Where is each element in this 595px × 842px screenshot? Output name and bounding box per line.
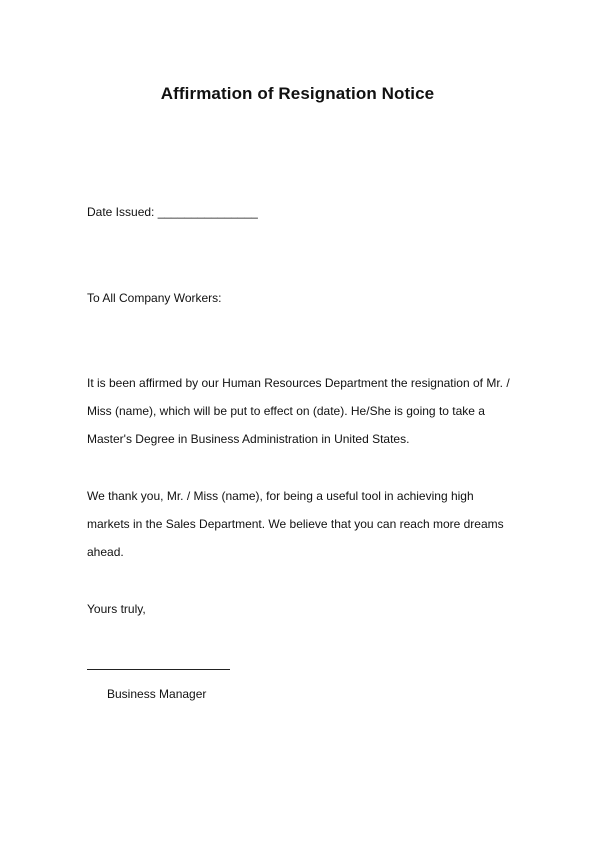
paragraph-line: ahead. [87, 545, 124, 559]
signature-line [87, 669, 230, 670]
date-issued-line: Date Issued: _______________ [87, 205, 258, 219]
paragraph-line: We thank you, Mr. / Miss (name), for being a useful tool in achieving high [87, 489, 474, 503]
paragraph-line: It is been affirmed by our Human Resources Department the resignation of Mr. / [87, 376, 510, 390]
paragraph-line: Master's Degree in Business Administration in United States. [87, 432, 410, 446]
closing: Yours truly, [87, 602, 146, 616]
signatory-title: Business Manager [107, 687, 207, 701]
salutation: To All Company Workers: [87, 291, 222, 305]
document-title: Affirmation of Resignation Notice [160, 84, 435, 103]
paragraph-line: markets in the Sales Department. We believe that you can reach more dreams [87, 517, 504, 531]
paragraph-line: Miss (name), which will be put to effect on (date). He/She is going to take a [87, 404, 485, 418]
